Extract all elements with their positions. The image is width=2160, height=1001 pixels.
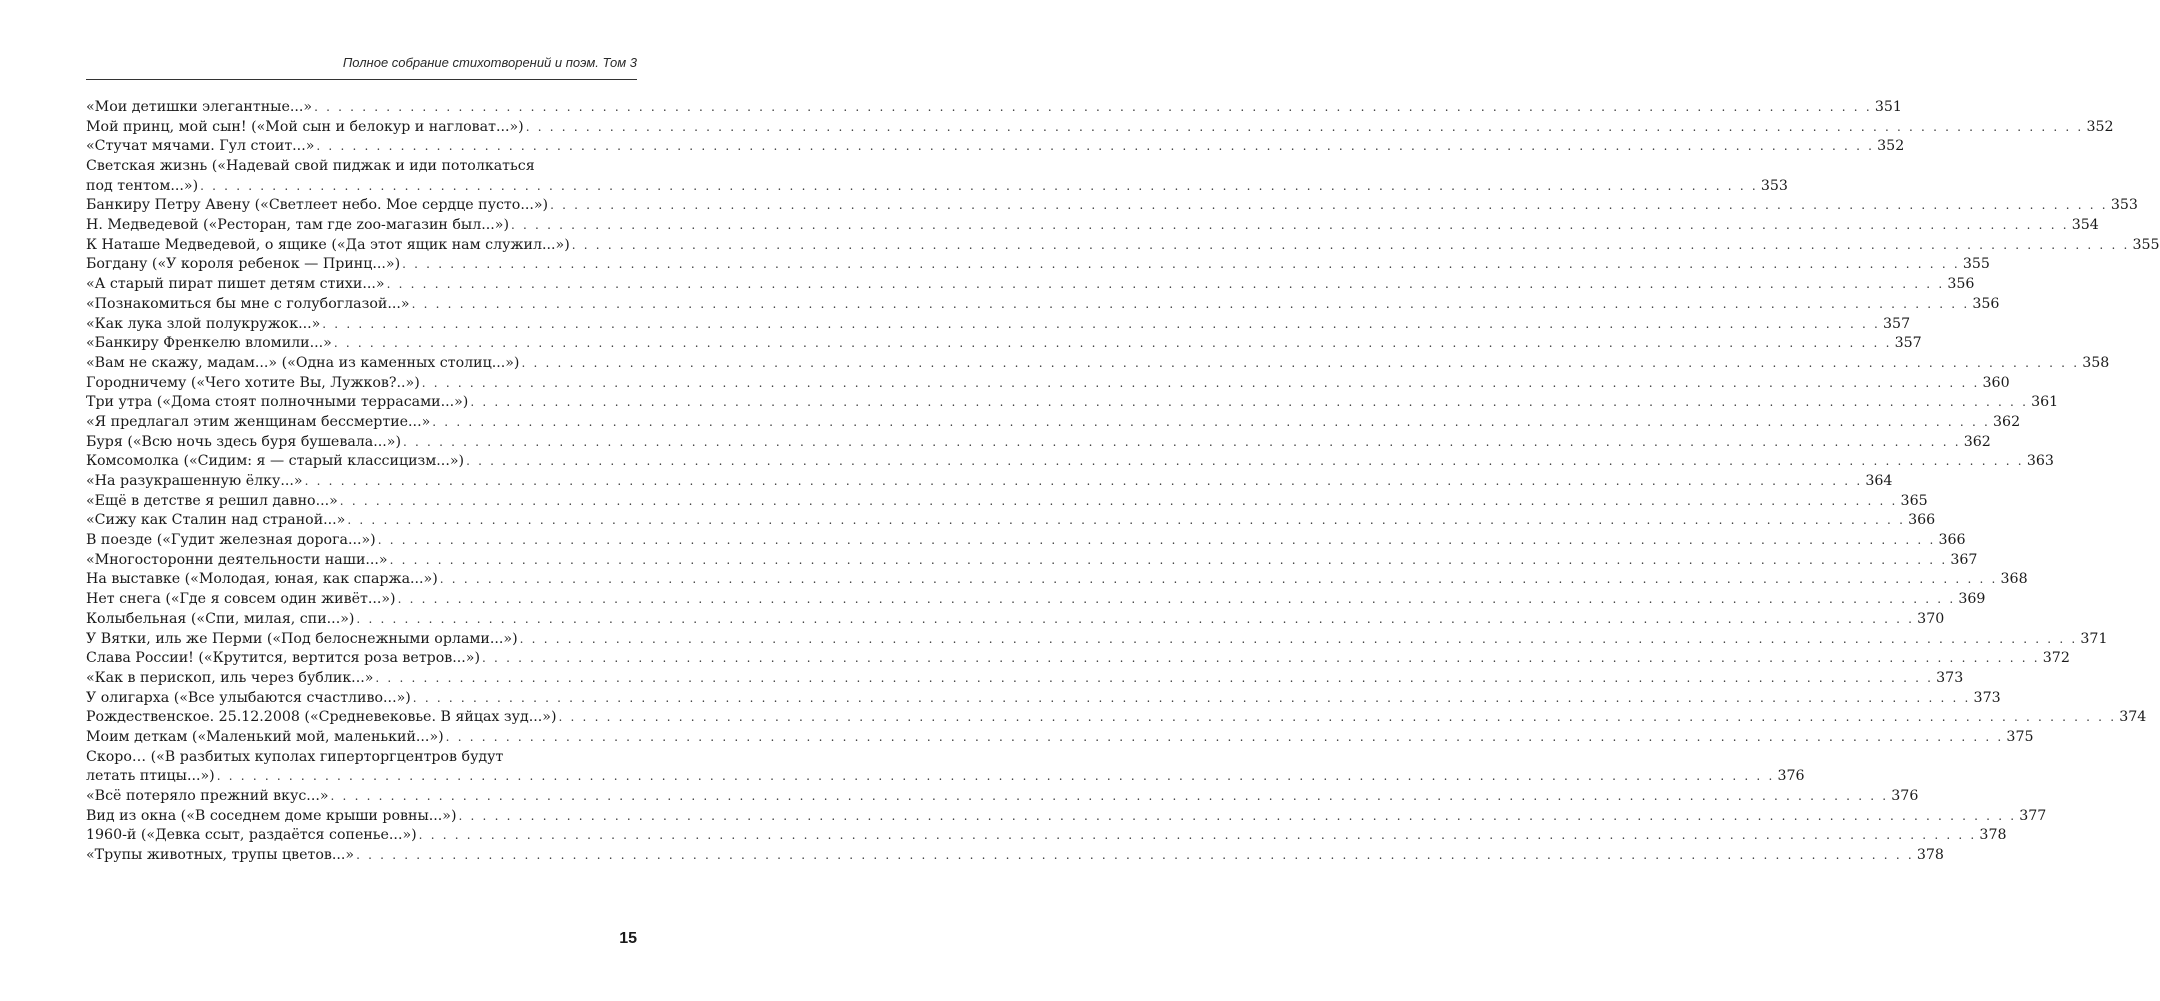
toc-entry-page: 366 bbox=[1938, 532, 1966, 549]
toc-entry-title-line1: Светская жизнь («Надевай свой пиджак и иди потолкаться bbox=[86, 158, 535, 175]
dot-leader bbox=[340, 492, 1898, 512]
toc-entry-page: 377 bbox=[2019, 807, 2047, 824]
dot-leader bbox=[550, 196, 2108, 216]
toc-entry-page: 355 bbox=[1962, 256, 1990, 273]
toc-entry-title: Колыбельная («Спи, милая, спи...») bbox=[86, 610, 355, 627]
toc-entry-row bbox=[86, 787, 1919, 807]
toc-entry-title: «Мои детишки элегантные...» bbox=[86, 98, 313, 115]
dot-leader bbox=[432, 413, 1990, 433]
toc-entry-row bbox=[86, 433, 1991, 453]
dot-leader bbox=[558, 708, 2116, 728]
toc-entry bbox=[86, 354, 2110, 374]
dot-leader bbox=[347, 511, 1905, 531]
dot-leader bbox=[305, 472, 1863, 492]
toc-entry-title: «Многосторонни деятельности наши...» bbox=[86, 551, 388, 568]
toc-entry-page: 372 bbox=[2042, 650, 2070, 667]
toc-entry-row bbox=[86, 216, 2099, 236]
toc-entry-title: «Ещё в детстве я решил давно...» bbox=[86, 492, 338, 509]
dot-leader bbox=[459, 807, 2017, 827]
toc-entry-page: 371 bbox=[2080, 630, 2108, 647]
dot-leader bbox=[520, 630, 2078, 650]
toc-entry-title: Мой принц, мой сын! («Мой сын и белокур и нагловат...») bbox=[86, 118, 524, 135]
toc-entry bbox=[86, 433, 1991, 453]
dot-leader bbox=[316, 137, 1874, 157]
toc-entry-page: 365 bbox=[1900, 492, 1928, 509]
dot-leader bbox=[470, 393, 2028, 413]
toc-entry bbox=[86, 610, 1945, 630]
dot-leader bbox=[378, 531, 1936, 551]
toc-entry-page: 362 bbox=[1993, 413, 2021, 430]
toc-entry-page: 366 bbox=[1908, 512, 1936, 529]
toc-entry bbox=[86, 846, 1944, 866]
dot-leader bbox=[390, 551, 1948, 571]
toc-entry bbox=[86, 748, 1805, 787]
toc-entry bbox=[86, 216, 2099, 236]
toc-entry bbox=[86, 669, 1964, 689]
toc-entry-title: Городничему («Чего хотите Вы, Лужков?..») bbox=[86, 374, 420, 391]
toc-entry-page: 362 bbox=[1963, 433, 1991, 450]
toc-entry-page: 373 bbox=[1973, 689, 2001, 706]
toc-entry-page: 364 bbox=[1865, 473, 1893, 490]
dot-leader bbox=[322, 315, 1880, 335]
toc-entry-title: «Как лука злой полукружок...» bbox=[86, 315, 321, 332]
toc-entry-page: 378 bbox=[1916, 847, 1944, 864]
toc-entry bbox=[86, 531, 1966, 551]
dot-leader bbox=[375, 669, 1933, 689]
toc-entry-row bbox=[86, 275, 1975, 295]
toc-entry bbox=[86, 590, 1986, 610]
toc-entry bbox=[86, 98, 1902, 118]
toc-entry-row bbox=[86, 511, 1936, 531]
toc-entry bbox=[86, 452, 2054, 472]
toc-entry-row bbox=[86, 610, 1945, 630]
toc-entry bbox=[86, 275, 1975, 295]
toc-entry-row bbox=[86, 846, 1944, 866]
toc-entry-title: «Сижу как Сталин над страной...» bbox=[86, 512, 346, 529]
toc-entry-row bbox=[86, 98, 1902, 118]
toc-entry-page: 376 bbox=[1777, 768, 1805, 785]
toc-entry-row bbox=[86, 826, 2007, 846]
toc-entry-row bbox=[86, 295, 2000, 315]
toc-entry bbox=[86, 551, 1978, 571]
toc-entry bbox=[86, 413, 2021, 433]
toc-entry-page: 370 bbox=[1917, 610, 1945, 627]
toc-entry-row bbox=[86, 118, 2114, 138]
toc-entry bbox=[86, 236, 2160, 256]
toc-entry-page: 373 bbox=[1936, 669, 1964, 686]
dot-leader bbox=[200, 177, 1758, 197]
toc-entry bbox=[86, 295, 2000, 315]
toc-entry-title: «Как в перископ, иль через бублик...» bbox=[86, 669, 374, 686]
toc-entry bbox=[86, 689, 2001, 709]
toc-entry bbox=[86, 492, 1928, 512]
toc-entry-page: 367 bbox=[1950, 551, 1978, 568]
toc-entry-page: 361 bbox=[2031, 394, 2059, 411]
toc-entry-page: 374 bbox=[2119, 709, 2147, 726]
toc-entry-row bbox=[86, 196, 2138, 216]
toc-entry-page: 363 bbox=[2026, 453, 2054, 470]
toc-entry-row bbox=[86, 334, 1922, 354]
toc-entry-page: 352 bbox=[1877, 138, 1905, 155]
toc-entry-row bbox=[86, 374, 2010, 394]
toc-entry-title: летать птицы...») bbox=[86, 768, 215, 785]
toc-entry-row bbox=[86, 689, 2001, 709]
toc-entry-title: Банкиру Петру Авену («Светлеет небо. Мое сердце пусто...») bbox=[86, 197, 549, 214]
running-header: Полное собрание стихотворений и поэм. Том 3 bbox=[342, 55, 637, 70]
toc-entry-page: 357 bbox=[1883, 315, 1911, 332]
dot-leader bbox=[413, 689, 1971, 709]
toc-entry-title: Н. Медведевой («Ресторан, там где zoo-магазин был...») bbox=[86, 217, 509, 234]
toc-entry-page: 356 bbox=[1947, 276, 1975, 293]
toc-entry bbox=[86, 571, 2028, 591]
toc-entry-title: В поезде («Гудит железная дорога...») bbox=[86, 532, 376, 549]
dot-leader bbox=[419, 826, 1977, 846]
toc-entry-title: Рождественское. 25.12.2008 («Средневековье. В яйцах зуд...») bbox=[86, 709, 557, 726]
toc-entry-row bbox=[86, 590, 1986, 610]
dot-leader bbox=[402, 255, 1960, 275]
dot-leader bbox=[356, 846, 1914, 866]
toc-entry bbox=[86, 708, 2147, 728]
toc-entry-row bbox=[86, 492, 1928, 512]
toc-entry-row bbox=[86, 728, 2034, 748]
toc-entry bbox=[86, 393, 2059, 413]
toc-entry bbox=[86, 157, 1788, 196]
dot-leader bbox=[412, 295, 1970, 315]
toc-entry bbox=[86, 728, 2034, 748]
toc-entry-row bbox=[86, 137, 1905, 157]
toc-entry-title: У Вятки, иль же Перми («Под белоснежными орлами...») bbox=[86, 630, 518, 647]
dot-leader bbox=[331, 787, 1889, 807]
toc-entry-row bbox=[86, 413, 2021, 433]
dot-leader bbox=[334, 334, 1892, 354]
toc-entry-title: «А старый пират пишет детям стихи...» bbox=[86, 276, 385, 293]
toc-entry bbox=[86, 649, 2070, 669]
dot-leader bbox=[446, 728, 2004, 748]
dot-leader bbox=[521, 354, 2079, 374]
toc-entry-title: Комсомолка («Сидим: я — старый классицизм...») bbox=[86, 453, 465, 470]
header-rule bbox=[86, 79, 637, 80]
dot-leader bbox=[482, 649, 2040, 669]
dot-leader bbox=[466, 452, 2024, 472]
dot-leader bbox=[526, 118, 2084, 138]
toc-entry-title: «Всё потеряло прежний вкус...» bbox=[86, 788, 329, 805]
toc-entry-page: 353 bbox=[2110, 197, 2138, 214]
page-number: 15 bbox=[619, 930, 637, 947]
toc-entry-title: Богдану («У короля ребенок — Принц...») bbox=[86, 256, 401, 273]
toc-entry bbox=[86, 196, 2138, 216]
toc-entry-title: Три утра («Дома стоят полночными террасами...») bbox=[86, 394, 469, 411]
toc-entry bbox=[86, 826, 2007, 846]
toc-entry bbox=[86, 472, 1893, 492]
toc-entry-title: «Банкиру Френкелю вломили...» bbox=[86, 335, 332, 352]
toc-entry bbox=[86, 807, 2047, 827]
toc-entry-row bbox=[86, 256, 1990, 276]
dot-leader bbox=[217, 767, 1775, 787]
toc-entry-title: У олигарха («Все улыбаются счастливо...») bbox=[86, 689, 411, 706]
toc-entry-row bbox=[86, 807, 2047, 827]
toc-entry-row bbox=[86, 708, 2147, 728]
dot-leader bbox=[356, 610, 1914, 630]
dot-leader bbox=[314, 98, 1872, 118]
toc-entry-row bbox=[86, 649, 2070, 669]
toc-entry-row bbox=[86, 354, 2110, 374]
toc-entry-page: 356 bbox=[1972, 295, 2000, 312]
toc-entry bbox=[86, 256, 1990, 276]
toc-entry bbox=[86, 374, 2010, 394]
toc-entry-row bbox=[86, 669, 1964, 689]
toc-entry-page: 369 bbox=[1958, 591, 1986, 608]
toc-entry bbox=[86, 118, 2114, 138]
toc-entry-row bbox=[86, 630, 2108, 650]
dot-leader bbox=[403, 433, 1961, 453]
toc-entry-title: «Стучат мячами. Гул стоит...» bbox=[86, 138, 315, 155]
toc-entry-row bbox=[86, 177, 1788, 197]
dot-leader bbox=[440, 570, 1998, 590]
toc-entry-row bbox=[86, 571, 2028, 591]
toc-entry-row bbox=[86, 236, 2160, 256]
toc-entry-title: Нет снега («Где я совсем один живёт...») bbox=[86, 591, 396, 608]
toc-entry-title: под тентом...») bbox=[86, 177, 199, 194]
dot-leader bbox=[387, 275, 1945, 295]
toc-entry-row bbox=[86, 531, 1966, 551]
toc-entry-title: Буря («Всю ночь здесь буря бушевала...») bbox=[86, 433, 401, 450]
toc-entry-page: 355 bbox=[2132, 236, 2160, 253]
dot-leader bbox=[398, 590, 1956, 610]
toc-entry-row bbox=[86, 315, 1911, 335]
toc-entry-title: 1960-й («Девка ссыт, раздаётся сопенье...») bbox=[86, 827, 417, 844]
dot-leader bbox=[422, 374, 1980, 394]
toc-entry-row bbox=[86, 452, 2054, 472]
toc-entry-title: Моим деткам («Маленький мой, маленький...») bbox=[86, 728, 444, 745]
toc-entry-title: Вид из окна («В соседнем доме крыши ровны...») bbox=[86, 807, 457, 824]
toc-entry-page: 358 bbox=[2082, 354, 2110, 371]
toc-entry bbox=[86, 511, 1936, 531]
toc-entry-title: «Трупы животных, трупы цветов...» bbox=[86, 847, 355, 864]
toc-entry-title: На выставке («Молодая, юная, как спаржа...») bbox=[86, 571, 438, 588]
toc-entry-page: 376 bbox=[1891, 788, 1919, 805]
toc-entry-title-line1: Скоро… («В разбитых куполах гиперторгцентров будут bbox=[86, 748, 504, 765]
toc-entry-page: 354 bbox=[2071, 217, 2099, 234]
toc-entry-title: Слава России! («Крутится, вертится роза ветров...») bbox=[86, 650, 481, 667]
toc-entry-title: «На разукрашенную ёлку...» bbox=[86, 473, 303, 490]
toc-entry-page: 351 bbox=[1874, 98, 1902, 115]
dot-leader bbox=[511, 216, 2069, 236]
toc-entry-row bbox=[86, 472, 1893, 492]
toc-entry-title: К Наташе Медведевой, о ящике («Да этот ящик нам служил...») bbox=[86, 236, 570, 253]
toc-entry-page: 353 bbox=[1760, 177, 1788, 194]
toc-entry-title: «Я предлагал этим женщинам бессмертие...» bbox=[86, 413, 431, 430]
toc-entry-page: 352 bbox=[2086, 118, 2114, 135]
dot-leader bbox=[572, 236, 2130, 256]
toc-entry-page: 357 bbox=[1894, 335, 1922, 352]
toc-entry-page: 368 bbox=[2000, 571, 2028, 588]
toc-entry bbox=[86, 630, 2108, 650]
toc-entry-title: «Вам не скажу, мадам...» («Одна из каменных столиц...») bbox=[86, 354, 520, 371]
toc-entry bbox=[86, 315, 1911, 335]
toc-entry-page: 375 bbox=[2006, 728, 2034, 745]
toc-entry-page: 360 bbox=[1982, 374, 2010, 391]
toc-entry-row bbox=[86, 551, 1978, 571]
toc-entry bbox=[86, 137, 1905, 157]
toc-entry-page: 378 bbox=[1979, 827, 2007, 844]
toc-entry bbox=[86, 787, 1919, 807]
toc-entry-row bbox=[86, 393, 2059, 413]
toc-entry bbox=[86, 334, 1922, 354]
table-of-contents bbox=[86, 98, 2160, 866]
toc-entry-row bbox=[86, 767, 1805, 787]
toc-entry-title: «Познакомиться бы мне с голубоглазой...» bbox=[86, 295, 410, 312]
